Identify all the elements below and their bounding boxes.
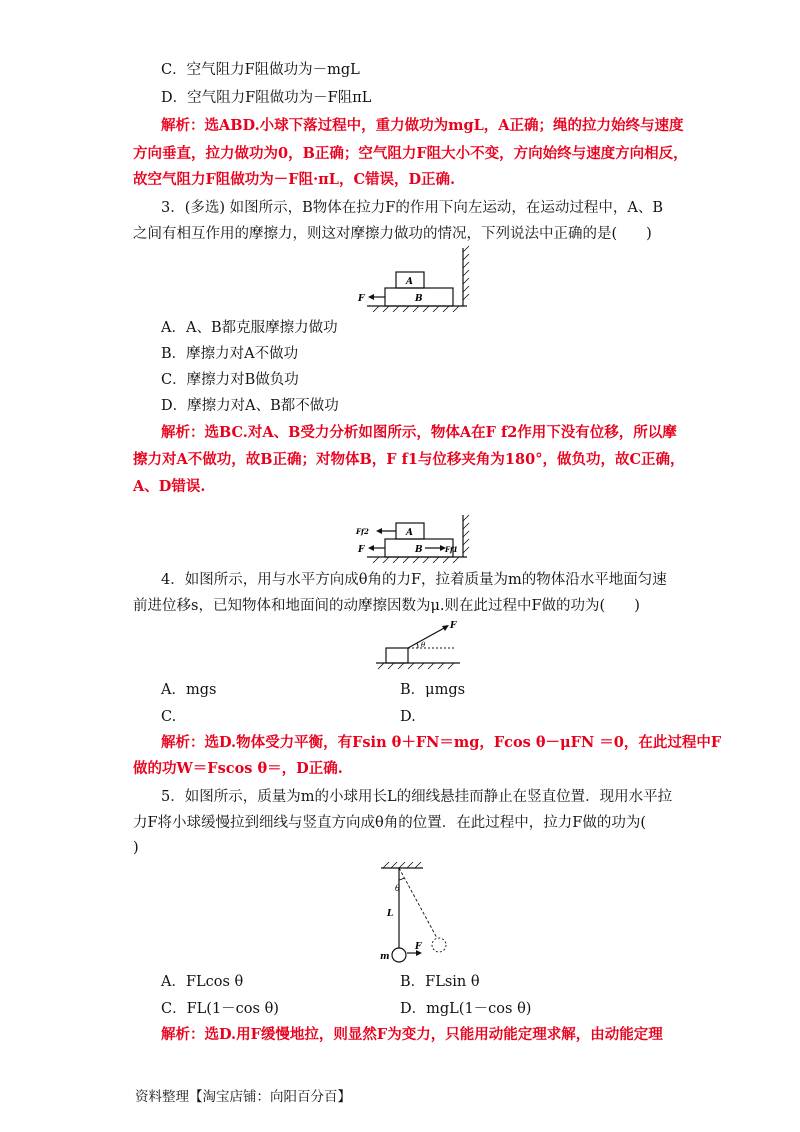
q4-stem-line2: 前进位移s，已知物体和地面间的动摩擦因数为μ.则在此过程中F做的功为( ) (133, 598, 640, 614)
q5-stem-line3: ) (133, 840, 139, 856)
fig4-label-m: m (380, 952, 390, 962)
q5-stem-line2: 力F将小球缓慢拉到细线与竖直方向成θ角的位置．在此过程中，拉力F做的功为( (133, 815, 647, 831)
fig2-label-b: B (415, 545, 423, 555)
fig4-label-theta: θ (395, 884, 400, 893)
q2-option-c: C．空气阻力F阻做功为－mgL (161, 62, 360, 78)
fig4-label-f: F (415, 942, 422, 952)
q2-answer-line1: 解析：选ABD.小球下落过程中，重力做功为mgL，A正确；绳的拉力始终与速度 (161, 117, 684, 134)
fig1-label-b: B (415, 294, 423, 304)
fig1-label-f: F (358, 294, 365, 304)
q4-option-c: C. (161, 709, 177, 725)
fig4-label-l: L (387, 909, 394, 919)
q3-option-a: A．A、B都克服摩擦力做功 (161, 320, 338, 336)
fig2-label-ff1: Ff1 (445, 545, 458, 554)
q4-answer-line1: 解析：选D.物体受力平衡，有Fsin θ＋FN＝mg，Fcos θ－μFN ＝0，在此过程中F (161, 734, 722, 751)
q4-figure-inclined-force (372, 618, 467, 670)
q4-option-d: D. (400, 709, 416, 725)
q2-option-d: D．空气阻力F阻做功为－F阻πL (161, 90, 372, 106)
q4-stem-line1: 4．如图所示，用与水平方向成θ角的力F，拉着质量为m的物体沿水平地面匀速 (161, 572, 667, 588)
q3-answer-line1: 解析：选BC.对A、B受力分析如图所示，物体A在F f2作用下没有位移，所以摩 (161, 424, 677, 441)
q4-option-b: B．μmgs (400, 682, 466, 698)
q5-option-c: C．FL(1－cos θ) (161, 1001, 279, 1017)
q2-answer-line3: 故空气阻力F阻做功为－F阻·πL，C错误，D正确. (133, 171, 456, 188)
q3-option-d: D．摩擦力对A、B都不做功 (161, 398, 339, 414)
q5-option-d: D．mgL(1－cos θ) (400, 1001, 532, 1017)
q5-option-a: A．FLcos θ (161, 974, 244, 990)
fig2-label-ff2: Ff2 (356, 527, 369, 536)
q4-answer-line2: 做的功W＝Fscos θ＝，D正确. (133, 760, 343, 777)
q3-option-c: C．摩擦力对B做负功 (161, 372, 299, 388)
q3-answer-line2: 擦力对A不做功，故B正确；对物体B，F f1与位移夹角为180°，做负功，故C正确， (133, 451, 685, 468)
q5-answer-line1: 解析：选D.用F缓慢地拉，则显然F为变力，只能用动能定理求解，由动能定理 (161, 1026, 663, 1043)
q3-answer-line3: A、D错误. (133, 478, 206, 495)
q3-figure-blocks (355, 244, 480, 312)
q2-answer-line2: 方向垂直，拉力做功为0，B正确；空气阻力F阻大小不变，方向始终与速度方向相反， (133, 145, 688, 162)
q5-stem-line1: 5．如图所示，质量为m的小球用长L的细线悬挂而静止在竖直位置．现用水平拉 (161, 789, 673, 805)
q4-option-a: A．mgs (161, 682, 217, 698)
fig2-label-f: F (358, 545, 365, 555)
q3-stem-line2: 之间有相互作用的摩擦力，则这对摩擦力做功的情况，下列说法中正确的是( ) (133, 226, 652, 242)
page-footer: 资料整理【淘宝店铺：向阳百分百】 (135, 1089, 351, 1105)
q5-option-b: B．FLsin θ (400, 974, 480, 990)
q3-stem-line1: 3．(多选) 如图所示，B物体在拉力F的作用下向左运动，在运动过程中，A、B (161, 200, 663, 216)
fig1-label-a: A (406, 277, 413, 287)
fig3-label-f: F (450, 621, 457, 631)
q3-option-b: B．摩擦力对A不做功 (161, 346, 299, 362)
q3-answer-figure-forces (355, 513, 480, 563)
fig2-label-a: A (406, 528, 413, 538)
q5-figure-pendulum (375, 858, 460, 966)
fig3-label-theta: θ (421, 641, 426, 649)
